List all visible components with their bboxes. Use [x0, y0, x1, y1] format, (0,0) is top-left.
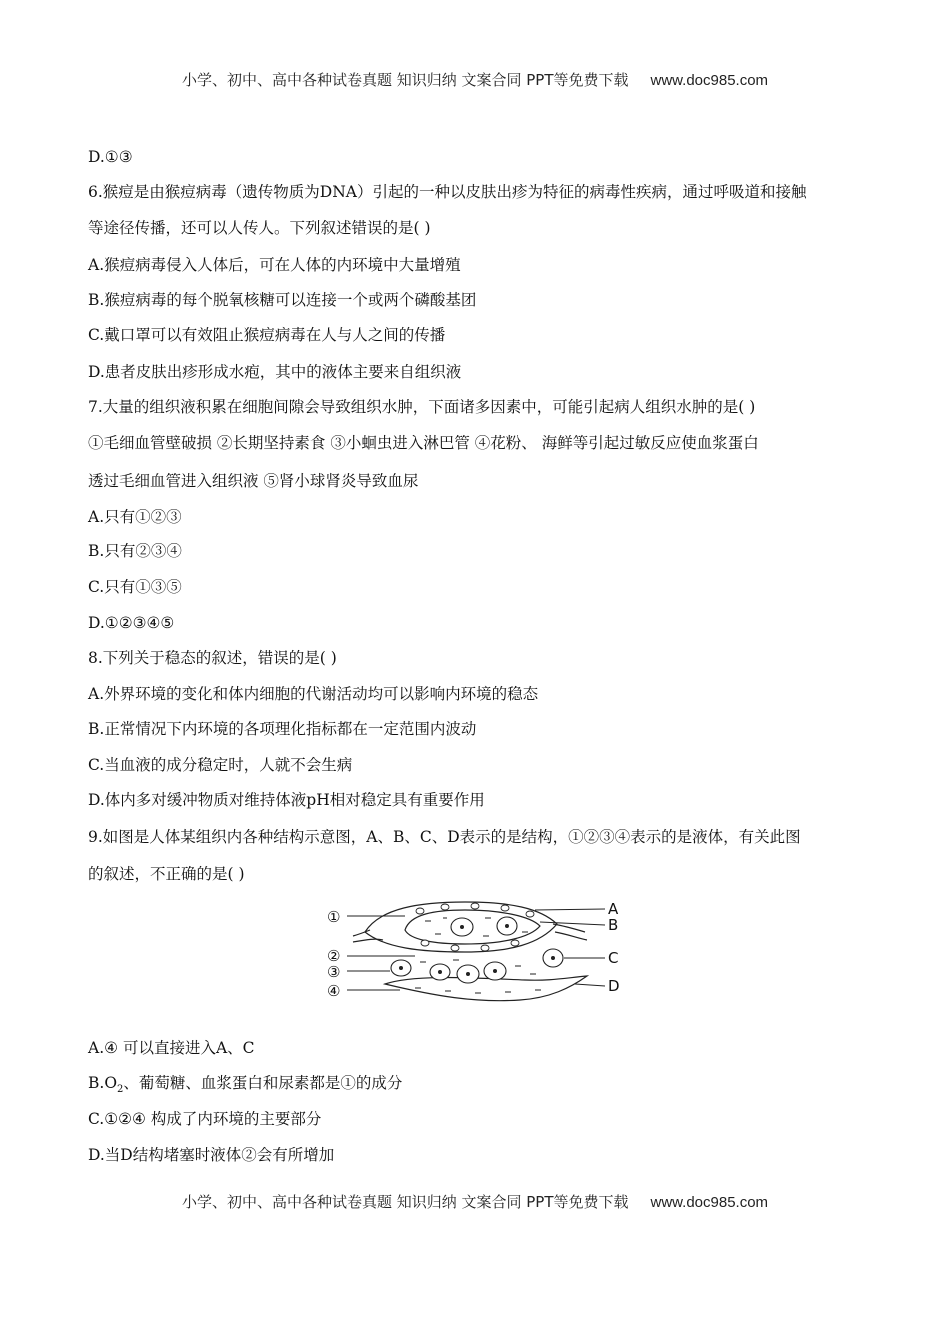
option: B.只有②③④ — [88, 542, 182, 560]
page-footer — [0, 1191, 950, 1212]
option-text-cont: 、葡萄糖、血浆蛋白和尿素都是①的成分 — [123, 1074, 403, 1092]
option: D.患者皮肤出疹形成水疱，其中的液体主要来自组织液 — [88, 363, 462, 381]
question-6-stem: 6.猴痘是由猴痘病毒（遗传物质为DNA）引起的一种以皮肤出疹为特征的病毒性疾病，通过呼吸道和接触 — [88, 183, 807, 201]
option: C.①②④ 构成了内环境的主要部分 — [88, 1110, 322, 1128]
line: D.①③ — [88, 148, 133, 166]
option-text: B.O — [88, 1074, 118, 1092]
question-7-factors-cont: 透过毛细血管进入组织液 ⑤肾小球肾炎导致血尿 — [88, 472, 419, 490]
question-6-stem-cont: 等途径传播，还可以人传人。下列叙述错误的是( ) — [88, 219, 431, 237]
option: C.戴口罩可以有效阻止猴痘病毒在人与人之间的传播 — [88, 326, 446, 344]
option: D.当D结构堵塞时液体②会有所增加 — [88, 1146, 335, 1164]
option: D.体内多对缓冲物质对维持体液pH相对稳定具有重要作用 — [88, 791, 485, 809]
footer-url: www.doc985.com — [650, 1194, 769, 1211]
label-C: C — [608, 949, 619, 967]
label-D: D — [608, 977, 620, 995]
option: A.猴痘病毒侵入人体后，可在人体的内环境中大量增殖 — [88, 256, 461, 274]
option: B.猴痘病毒的每个脱氧核糖可以连接一个或两个磷酸基团 — [88, 291, 477, 309]
question-9-stem-cont: 的叙述，不正确的是( ) — [88, 865, 245, 883]
header-text: 小学、初中、高中各种试卷真题 知识归纳 文案合同 PPT等免费下载 — [181, 71, 629, 89]
footer-text: 小学、初中、高中各种试卷真题 知识归纳 文案合同 PPT等免费下载 — [181, 1193, 629, 1211]
label-B: B — [608, 916, 619, 934]
option: C.当血液的成分稳定时，人就不会生病 — [88, 756, 353, 774]
label-3: ③ — [327, 963, 341, 981]
tissue-structure-diagram — [325, 896, 630, 1008]
subscript: 2 — [117, 1084, 124, 1096]
option: A.④ 可以直接进入A、C — [88, 1039, 255, 1057]
option: A.外界环境的变化和体内细胞的代谢活动均可以影响内环境的稳态 — [88, 685, 539, 703]
option: B.正常情况下内环境的各项理化指标都在一定范围内波动 — [88, 720, 477, 738]
label-4: ④ — [327, 982, 341, 1000]
page-header — [0, 69, 950, 90]
question-9-stem: 9.如图是人体某组织内各种结构示意图，A、B、C、D表示的是结构，①②③④表示的是液体，有关此图 — [88, 828, 801, 846]
label-A: A — [608, 900, 619, 918]
option: D.①②③④⑤ — [88, 614, 175, 632]
option: C.只有①③⑤ — [88, 578, 182, 596]
label-1: ① — [327, 908, 341, 926]
header-url: www.doc985.com — [650, 72, 769, 89]
question-7-factors: ①毛细血管壁破损 ②长期坚持素食 ③小蛔虫进入淋巴管 ④花粉、 海鲜等引起过敏反应使血浆蛋白 — [88, 434, 759, 452]
label-2: ② — [327, 947, 341, 965]
question-8-stem: 8.下列关于稳态的叙述，错误的是( ) — [88, 649, 337, 667]
option — [88, 1073, 402, 1100]
question-7-stem: 7.大量的组织液积累在细胞间隙会导致组织水肿，下面诸多因素中，可能引起病人组织水肿的是( ) — [88, 398, 756, 416]
option: A.只有①②③ — [88, 508, 182, 526]
